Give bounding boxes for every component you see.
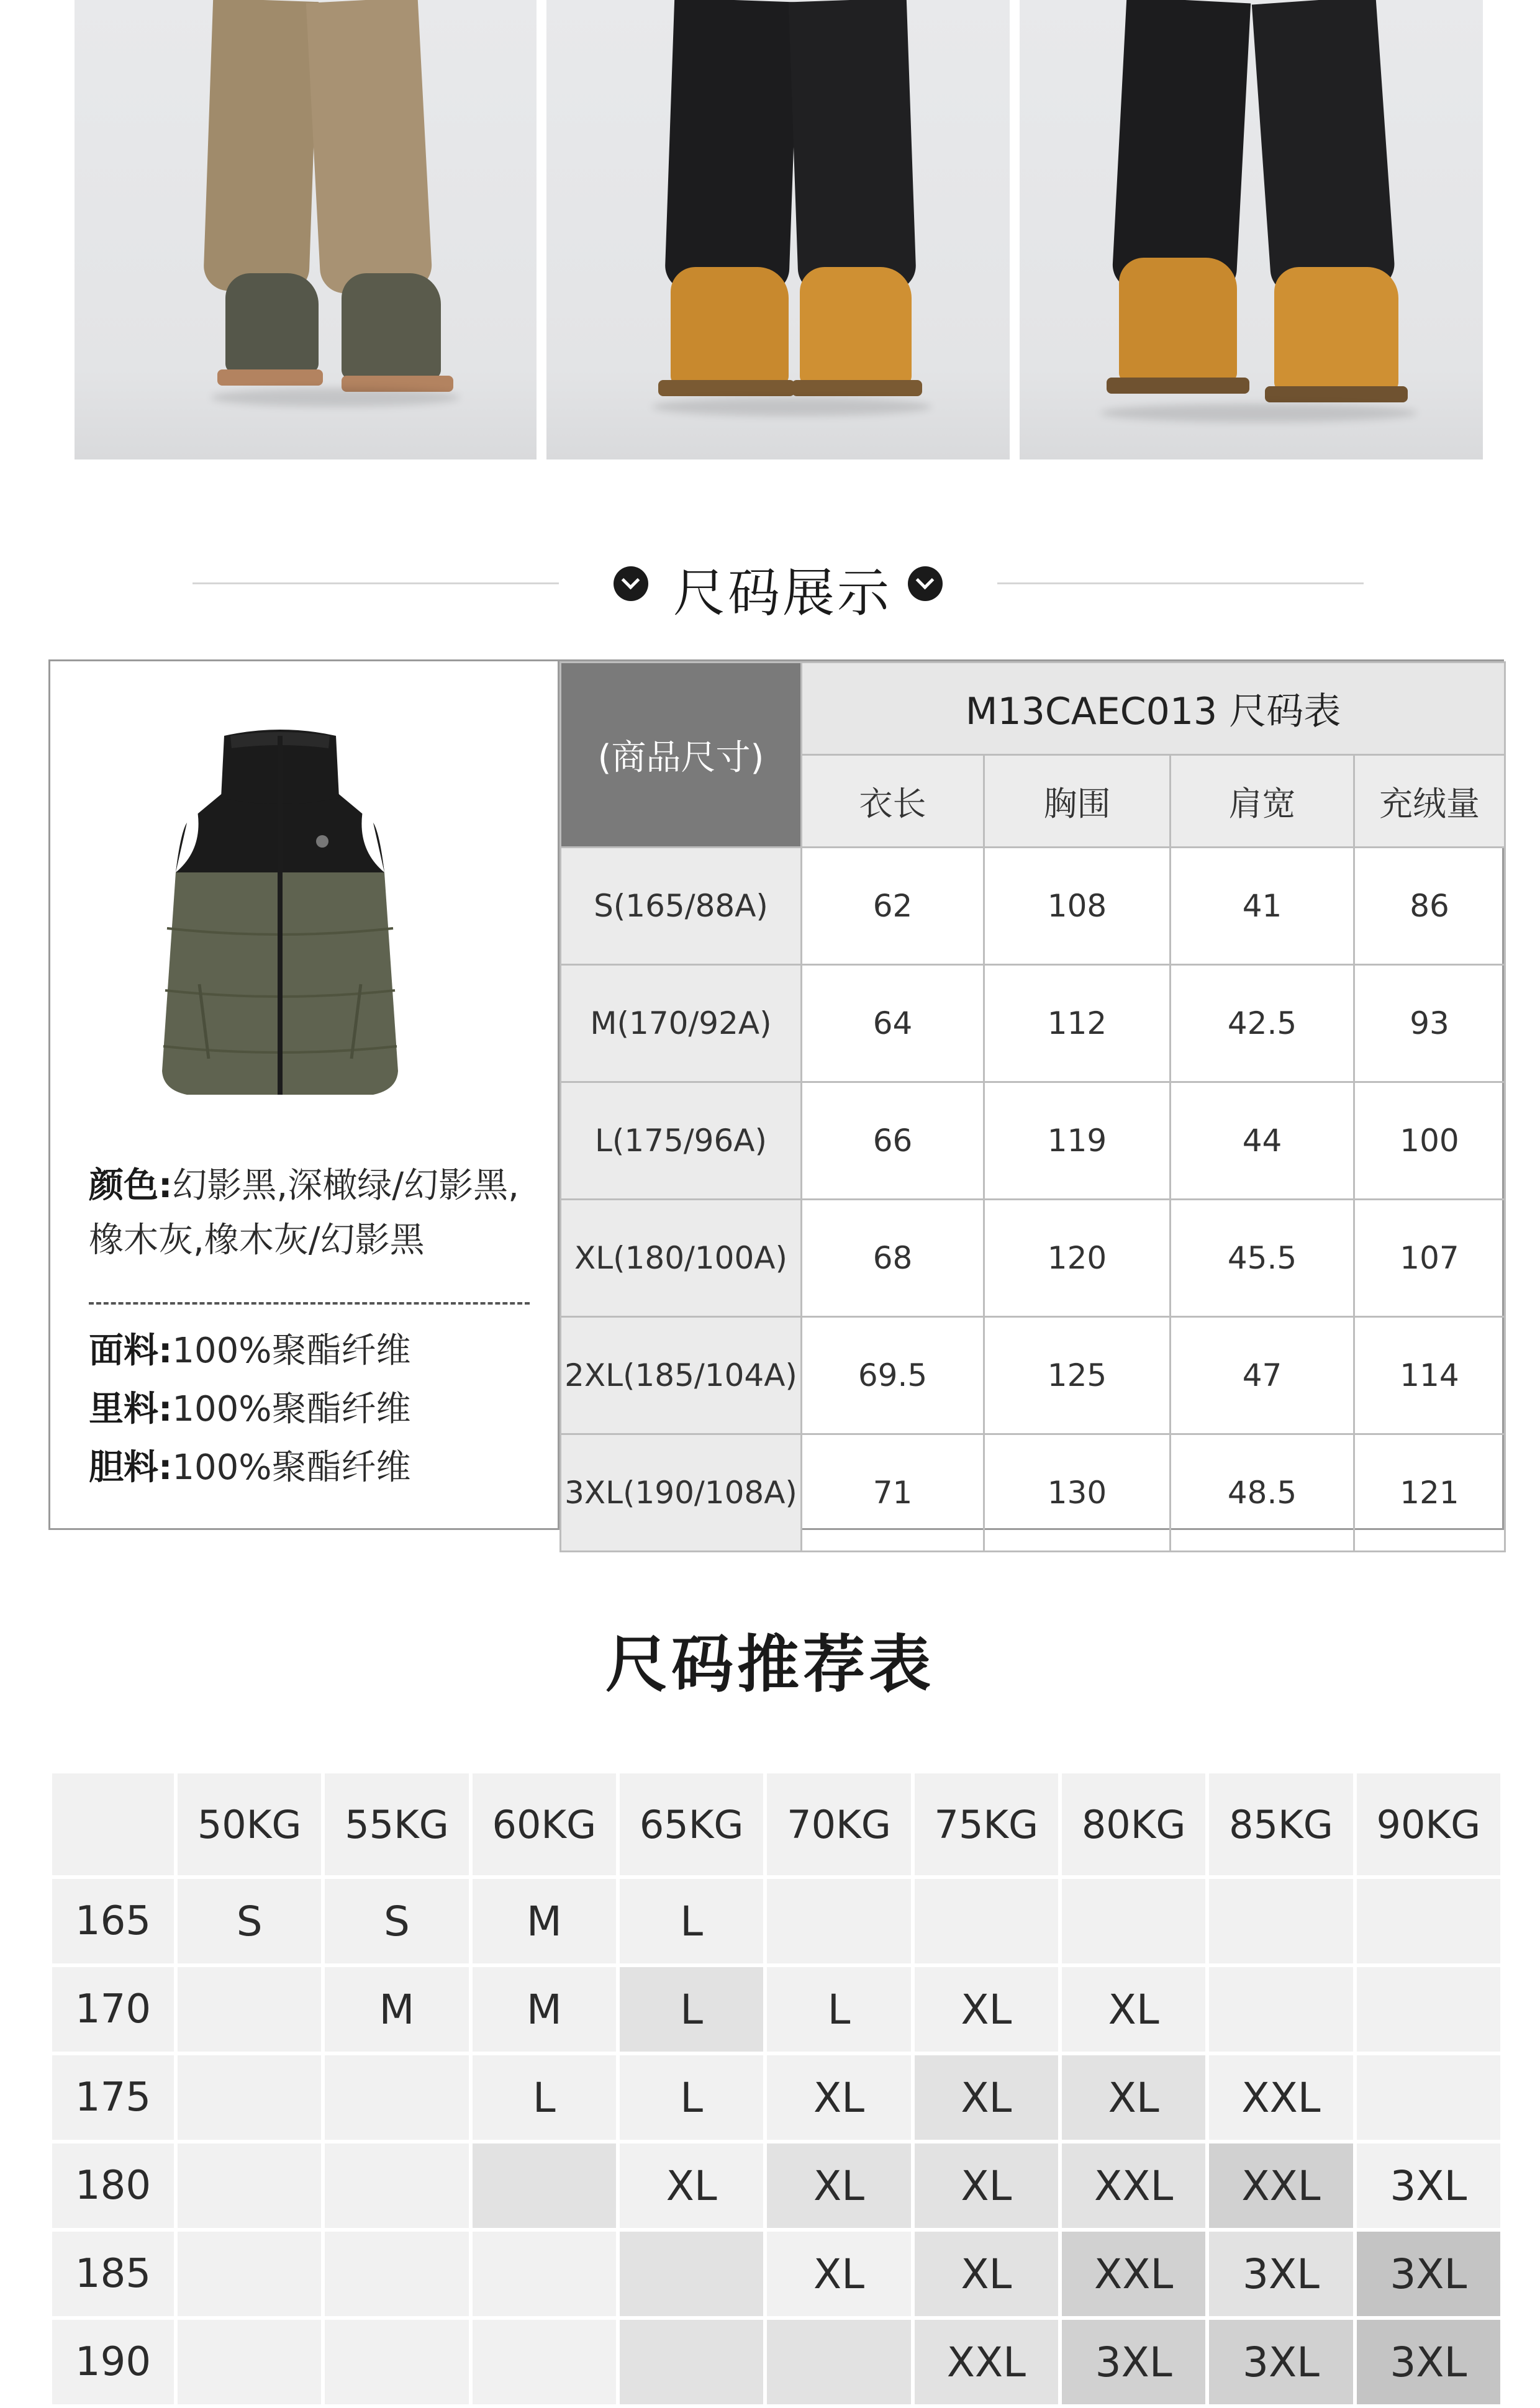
table-cell: XXL: [1209, 2055, 1352, 2140]
product-info-panel: [50, 661, 559, 1528]
size-label: 3XL(190/108A): [561, 1434, 802, 1552]
height-label: 175: [52, 2055, 174, 2140]
table-row: [561, 1200, 1505, 1317]
size-table: [559, 661, 1506, 1552]
table-row: [561, 848, 1505, 965]
table-cell: 93: [1354, 965, 1505, 1082]
table-cell: 71: [802, 1434, 984, 1552]
table-cell: [915, 1879, 1058, 1963]
corner-cell: [52, 1773, 174, 1875]
table-cell: [178, 1967, 321, 2052]
outer-fabric-value: 100%聚酯纤维: [172, 1331, 411, 1371]
size-table-title: M13CAEC013 尺码表: [802, 663, 1505, 755]
table-cell: L: [620, 1879, 763, 1963]
color-info-line2: [89, 1213, 425, 1262]
table-cell: 62: [802, 848, 984, 965]
table-cell: 3XL: [1357, 2232, 1500, 2316]
table-row: [52, 1879, 1500, 1963]
weight-header: 70KG: [767, 1773, 910, 1875]
table-cell: XL: [1062, 1967, 1205, 2052]
weight-header: 50KG: [178, 1773, 321, 1875]
vest-zipper: [278, 736, 283, 1095]
table-cell: 119: [984, 1082, 1171, 1200]
size-label: S(165/88A): [561, 848, 802, 965]
table-cell: 64: [802, 965, 984, 1082]
chevron-down-icon: [614, 566, 648, 601]
table-cell: XXL: [1209, 2143, 1352, 2228]
table-cell: [178, 2055, 321, 2140]
table-cell: [767, 1879, 910, 1963]
table-cell: [1357, 1967, 1500, 2052]
height-label: 165: [52, 1879, 174, 1963]
table-cell: [620, 2320, 763, 2404]
weight-header: 60KG: [473, 1773, 616, 1875]
weight-header: 75KG: [915, 1773, 1058, 1875]
table-cell: M: [325, 1967, 468, 2052]
table-cell: S: [178, 1879, 321, 1963]
table-cell: 3XL: [1357, 2320, 1500, 2404]
table-row: [52, 2055, 1500, 2140]
table-cell: 42.5: [1171, 965, 1354, 1082]
filler-info: [89, 1440, 411, 1490]
column-header-length: 衣长: [802, 755, 984, 848]
table-cell: [473, 2320, 616, 2404]
model-photo-strip: [75, 0, 1484, 459]
table-cell: XXL: [1062, 2143, 1205, 2228]
color-value-line2: 橡木灰,橡木灰/幻影黑: [89, 1220, 425, 1261]
table-cell: [620, 2232, 763, 2316]
weight-header: 65KG: [620, 1773, 763, 1875]
table-cell: XL: [915, 2143, 1058, 2228]
table-cell: S: [325, 1879, 468, 1963]
table-cell: 86: [1354, 848, 1505, 965]
table-cell: [178, 2232, 321, 2316]
height-label: 180: [52, 2143, 174, 2228]
table-cell: L: [767, 1967, 910, 2052]
table-cell: 121: [1354, 1434, 1505, 1552]
model-photo-khaki-pants: [75, 0, 537, 459]
table-cell: [1357, 2055, 1500, 2140]
table-cell: [767, 2320, 910, 2404]
table-cell: 114: [1354, 1317, 1505, 1434]
table-cell: 47: [1171, 1317, 1354, 1434]
table-cell: 3XL: [1357, 2143, 1500, 2228]
table-cell: 66: [802, 1082, 984, 1200]
table-row: [52, 2320, 1500, 2404]
table-cell: 48.5: [1171, 1434, 1354, 1552]
table-cell: [473, 2232, 616, 2316]
table-row: [561, 1434, 1505, 1552]
table-row: [561, 965, 1505, 1082]
column-header-down-fill: 充绒量: [1354, 755, 1505, 848]
table-cell: 120: [984, 1200, 1171, 1317]
table-cell: 112: [984, 965, 1171, 1082]
color-info: [89, 1158, 519, 1208]
table-cell: [325, 2055, 468, 2140]
table-cell: XL: [1062, 2055, 1205, 2140]
weight-header: 80KG: [1062, 1773, 1205, 1875]
table-cell: 100: [1354, 1082, 1505, 1200]
table-cell: 41: [1171, 848, 1354, 965]
table-cell: [178, 2143, 321, 2228]
table-cell: [1062, 1879, 1205, 1963]
table-cell: 3XL: [1209, 2232, 1352, 2316]
table-cell: XL: [767, 2055, 910, 2140]
size-column-header: (商品尺寸): [561, 663, 802, 848]
table-cell: 130: [984, 1434, 1171, 1552]
height-label: 170: [52, 1967, 174, 2052]
table-cell: XXL: [915, 2320, 1058, 2404]
lining-label: 里料:: [89, 1389, 173, 1429]
column-header-shoulder: 肩宽: [1171, 755, 1354, 848]
table-cell: [1209, 1879, 1352, 1963]
table-cell: M: [473, 1879, 616, 1963]
size-section-header: [0, 546, 1540, 621]
filler-label: 胆料:: [89, 1447, 173, 1488]
dashed-divider: [89, 1302, 530, 1305]
table-cell: XL: [915, 1967, 1058, 2052]
table-cell: [178, 2320, 321, 2404]
chevron-down-icon: [908, 566, 943, 601]
lining-info: [89, 1382, 411, 1431]
weight-header: 90KG: [1357, 1773, 1500, 1875]
table-row: [52, 2143, 1500, 2228]
table-cell: 107: [1354, 1200, 1505, 1317]
table-cell: L: [620, 1967, 763, 2052]
table-cell: XL: [915, 2232, 1058, 2316]
model-photo-black-pants-2: [1020, 0, 1483, 459]
table-row: [561, 1082, 1505, 1200]
table-cell: 3XL: [1062, 2320, 1205, 2404]
weight-header: 55KG: [325, 1773, 468, 1875]
height-label: 190: [52, 2320, 174, 2404]
table-cell: L: [473, 2055, 616, 2140]
size-label: L(175/96A): [561, 1082, 802, 1200]
table-cell: M: [473, 1967, 616, 2052]
size-label: 2XL(185/104A): [561, 1317, 802, 1434]
table-cell: 108: [984, 848, 1171, 965]
table-cell: [325, 2143, 468, 2228]
table-cell: [473, 2143, 616, 2228]
outer-fabric-info: [89, 1323, 411, 1373]
weight-header: 85KG: [1209, 1773, 1352, 1875]
size-label: XL(180/100A): [561, 1200, 802, 1317]
table-row: [52, 2232, 1500, 2316]
lining-value: 100%聚酯纤维: [172, 1389, 411, 1429]
divider-left: [192, 582, 559, 584]
outer-fabric-label: 面料:: [89, 1331, 173, 1371]
table-row: [561, 1317, 1505, 1434]
recommend-title: 尺码推荐表: [605, 1628, 935, 1701]
table-cell: [1357, 1879, 1500, 1963]
color-value-line1: 幻影黑,深橄绿/幻影黑,: [172, 1166, 519, 1206]
vest-logo: [316, 835, 328, 848]
table-cell: XL: [767, 2143, 910, 2228]
table-cell: [1209, 1967, 1352, 2052]
table-cell: [325, 2232, 468, 2316]
height-label: 185: [52, 2232, 174, 2316]
vest-product-image: [162, 723, 398, 1102]
table-cell: 68: [802, 1200, 984, 1317]
color-label: 颜色:: [89, 1166, 173, 1206]
table-cell: 69.5: [802, 1317, 984, 1434]
filler-value: 100%聚酯纤维: [172, 1447, 411, 1488]
table-cell: XL: [620, 2143, 763, 2228]
divider-right: [997, 582, 1364, 584]
table-cell: [325, 2320, 468, 2404]
weight-header-row: [52, 1773, 1500, 1875]
table-cell: XL: [767, 2232, 910, 2316]
size-chart-block: [48, 659, 1504, 1530]
table-cell: 3XL: [1209, 2320, 1352, 2404]
table-cell: L: [620, 2055, 763, 2140]
table-cell: 44: [1171, 1082, 1354, 1200]
section-title: 尺码展示: [673, 563, 892, 623]
table-cell: 45.5: [1171, 1200, 1354, 1317]
column-header-chest: 胸围: [984, 755, 1171, 848]
table-cell: XL: [915, 2055, 1058, 2140]
model-photo-black-pants-1: [546, 0, 1010, 459]
table-row: [52, 1967, 1500, 2052]
size-label: M(170/92A): [561, 965, 802, 1082]
table-cell: 125: [984, 1317, 1171, 1434]
table-cell: XXL: [1062, 2232, 1205, 2316]
recommend-table: [48, 1770, 1504, 2408]
